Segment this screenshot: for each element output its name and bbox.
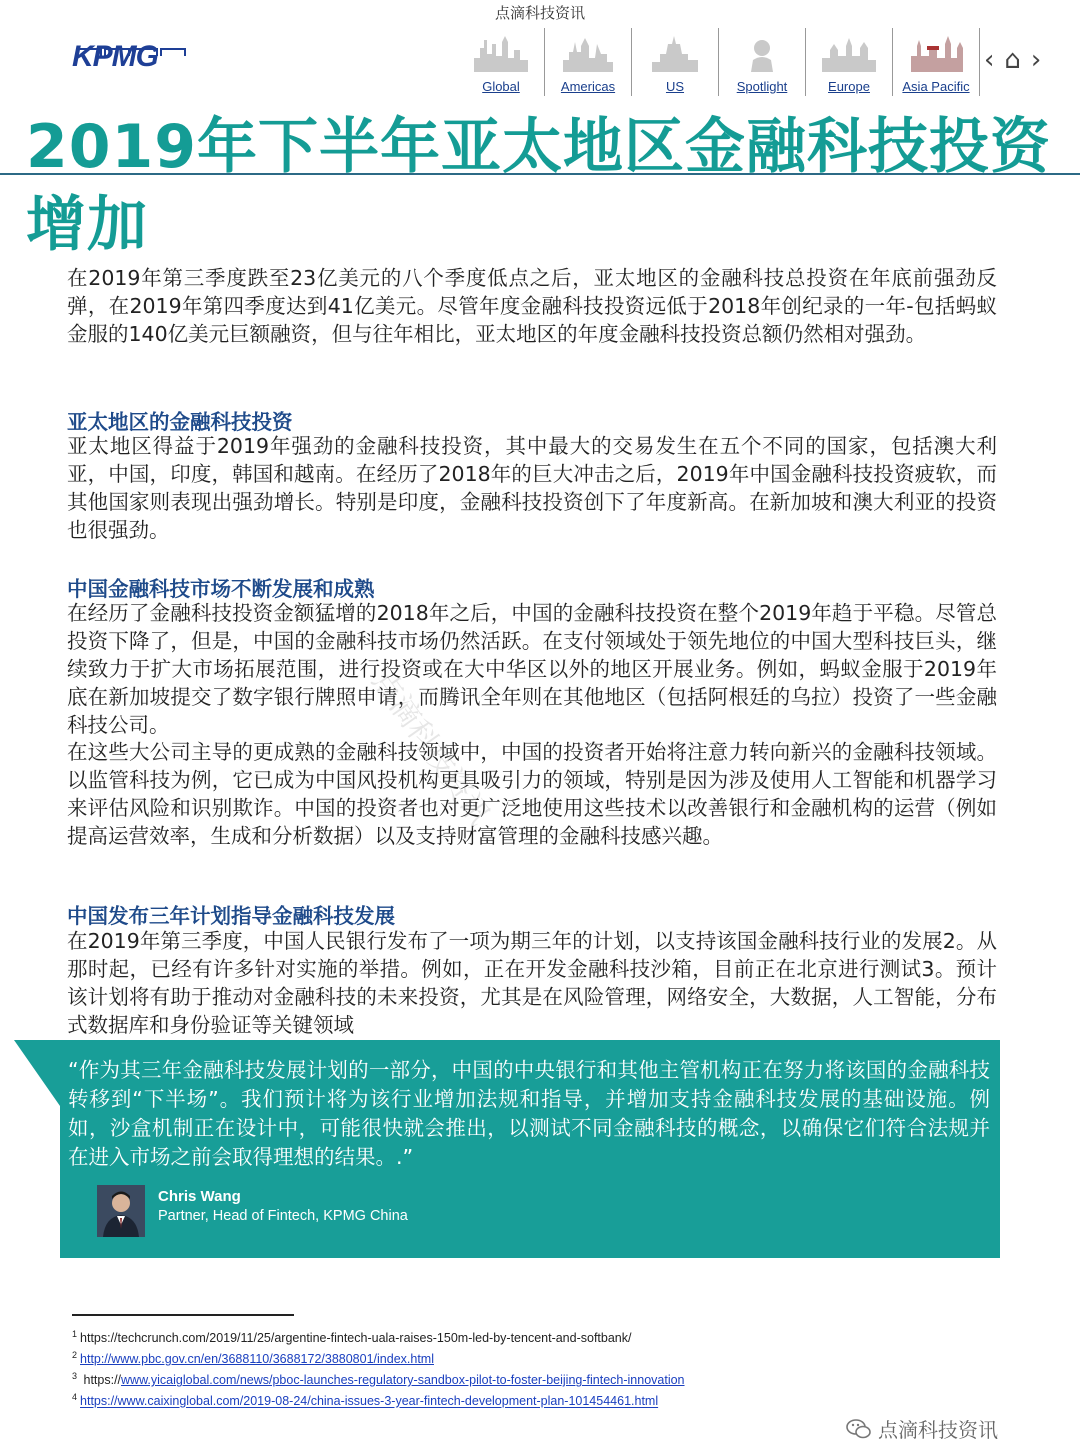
wechat-icon — [846, 1418, 872, 1440]
page-nav-controls — [984, 45, 1041, 75]
quote-text: “作为其三年金融科技发展计划的一部分，中国的中央银行和其他主管机构正在努力将该国的金融科技转移到“下半场”。我们预计将为该行业增加法规和指导，并增加支持金融科技发展的基础设施。例如，沙盒机制正在设计中，可能很快就会推出，以测试不同金融科技的概念，以确保它们符合法规并在进入市场之前会取得理想的结果。.” — [68, 1058, 990, 1169]
footnote-3-link[interactable]: www.yicaiglobal.com/news/pboc-launches-regulatory-sandbox-pilot-to-foster-beijing-fintech-innovation — [121, 1373, 685, 1388]
section-china-market-paragraph-1: 在经历了金融科技投资金额猛增的2018年之后，中国的金融科技投资在整个2019年趋于平稳。尽管总投资下降了，但是，中国的金融科技市场仍然活跃。在支付领域处于领先地位的中国大型科技巨头，继续致力于扩大市场拓展范围，进行投资或在大中华区以外的地区开展业务。例如，蚂蚁金服于2019年底在新加坡提交了数字银行牌照申请，而腾讯全年则在其他地区（包括阿根廷的乌拉）投资了一些金融科技公司。 — [67, 601, 997, 737]
quote-tab — [14, 1040, 60, 1106]
intro-paragraph: 在2019年第三季度跌至23亿美元的八个季度低点之后，亚太地区的金融科技总投资在年底前强劲反弹，在2019年第四季度达到41亿美元。尽管年度金融科技投资远低于2018年创纪录的一年-包括蚂蚁金服的140亿美元巨额融资，但与往年相比，亚太地区的年度金融科技投资总额仍然相对强劲。 — [67, 266, 997, 346]
logo-text: KPMG — [72, 40, 158, 73]
footnote-4 — [72, 1389, 685, 1410]
nav-global[interactable] — [458, 28, 545, 96]
nav-americas-label: Americas — [560, 79, 616, 94]
footnote-rule — [72, 1314, 294, 1316]
footnote-2 — [72, 1347, 685, 1368]
footnote-3-num: 3 — [72, 1371, 78, 1382]
nav-global-label: Global — [482, 79, 520, 94]
nav-europe-label: Europe — [828, 79, 870, 94]
brand-bottom-text: 点滴科技资讯 — [878, 1418, 998, 1442]
nav-spotlight[interactable] — [719, 28, 806, 96]
quote-person-role: Partner, Head of Fintech, KPMG China — [158, 1208, 408, 1224]
section-heading-china-market: 中国金融科技市场不断发展和成熟 — [67, 577, 375, 601]
footnote-3 — [72, 1368, 685, 1389]
section-heading-three-year-plan: 中国发布三年计划指导金融科技发展 — [67, 904, 395, 928]
logo-boxes — [76, 30, 192, 38]
prev-page-icon[interactable]: ‹ — [984, 45, 995, 75]
avatar — [97, 1185, 145, 1237]
nav-spotlight-label: Spotlight — [736, 79, 788, 94]
footnote-4-num: 4 — [72, 1392, 78, 1403]
nav-europe[interactable] — [806, 28, 893, 96]
brand-bottom — [846, 1414, 998, 1443]
footnote-1-num: 1 — [72, 1329, 78, 1339]
kpmg-logo — [72, 40, 158, 74]
spotlight-bust-icon — [733, 34, 791, 72]
section-heading-apac: 亚太地区的金融科技投资 — [67, 410, 293, 434]
us-skyline-icon — [646, 34, 704, 72]
global-skyline-icon — [472, 34, 530, 72]
diagonal-watermark: 点滴科技资讯 — [364, 664, 497, 833]
section-apac-paragraph: 亚太地区得益于2019年强劲的金融科技投资，其中最大的交易发生在五个不同的国家，包括澳大利亚，中国，印度，韩国和越南。在经历了2018年的巨大冲击之后，2019年中国金融科技投资疲软，而其他国家则表现出强劲增长。特别是印度，金融科技投资创下了年度新高。在新加坡和澳大利亚的投资也很强劲。 — [67, 434, 997, 542]
quote-person-name: Chris Wang — [158, 1188, 241, 1205]
footnote-1-text: https://techcrunch.com/2019/11/25/argentine-fintech-uala-raises-150m-led-by-tencent-and-softbank/ — [80, 1331, 632, 1346]
footnote-4-link[interactable]: https://www.caixinglobal.com/2019-08-24/china-issues-3-year-fintech-development-plan-101454461.html — [80, 1394, 659, 1409]
nav-asia-pacific-label: Asia Pacific — [902, 79, 970, 94]
nav-americas[interactable] — [545, 28, 632, 96]
home-icon[interactable]: ⌂ — [1004, 45, 1021, 75]
asia-pacific-skyline-icon — [907, 34, 965, 72]
europe-skyline-icon — [820, 34, 878, 72]
footnote-3-prefix: https:// — [83, 1373, 122, 1388]
americas-skyline-icon — [559, 34, 617, 72]
next-page-icon[interactable]: › — [1030, 45, 1042, 75]
section-china-market-paragraph-2: 在这些大公司主导的更成熟的金融科技领域中，中国的投资者开始将注意力转向新兴的金融科技领域。以监管科技为例，它已成为中国风投机构更具吸引力的领域，特别是因为涉及使用人工智能和机器学习来评估风险和识别欺诈。中国的投资者也对更广泛地使用这些技术以改善银行和金融机构的运营（例如提高运营效率，生成和分析数据）以及支持财富管理的金融科技感兴趣。 — [67, 740, 997, 848]
footnote-2-num: 2 — [72, 1350, 78, 1361]
nav-us[interactable] — [632, 28, 719, 96]
footnote-2-link[interactable]: http://www.pbc.gov.cn/en/3688110/3688172/3880801/index.html — [80, 1352, 434, 1367]
footnote-1 — [72, 1326, 685, 1347]
source-watermark: 点滴科技资讯 — [494, 4, 585, 22]
region-nav — [458, 28, 980, 96]
page-title: 2019年下半年亚太地区金融科技投资增加 — [26, 112, 1051, 260]
footnotes — [72, 1326, 685, 1411]
nav-us-label: US — [665, 79, 685, 94]
section-three-year-plan-paragraph: 在2019年第三季度，中国人民银行发布了一项为期三年的计划，以支持该国金融科技行业的发展2。从那时起，已经有许多针对实施的举措。例如，正在开发金融科技沙箱，目前正在北京进行测试3。预计该计划将有助于推动对金融科技的未来投资，尤其是在风险管理，网络安全，大数据，人工智能，分布式数据库和身份验证等关键领域 — [67, 929, 997, 1037]
nav-asia-pacific[interactable] — [893, 28, 980, 96]
